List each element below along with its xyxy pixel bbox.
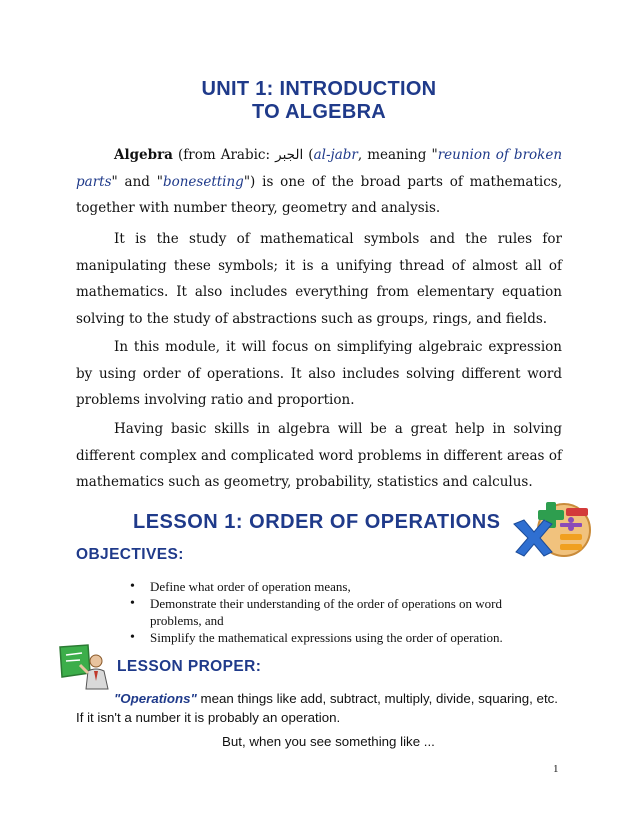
math-operations-icon (508, 494, 594, 562)
operations-paragraph: "Operations" mean things like add, subtract, multiply, divide, squaring, etc. If it isn't a number it is probably an operation. (76, 691, 558, 725)
unit-title-line-1: UNIT 1: INTRODUCTION (201, 78, 437, 100)
al-jabr: al-jabr (313, 147, 358, 163)
bonesetting-phrase: bonesetting (162, 173, 244, 190)
intro-paragraph: Algebra (from Arabic: الجبر (al-jabr, meaning "reunion of broken parts" and "bonesetting") is one of the broad parts of mathematics, together with number theory, geometry and analysis. (76, 147, 563, 216)
objective-item: • Define what order of operation means, (130, 578, 550, 595)
objective-item: • Simplify the mathematical expressions using the order of operation. (130, 629, 550, 646)
reunion-phrase: reunion of broken parts (76, 147, 563, 190)
lesson-proper-heading: LESSON PROPER: (117, 658, 262, 675)
but-text: But, when you see something like ... (222, 734, 435, 749)
objective-item: • Demonstrate their understanding of the order of operations on word problems, and (130, 595, 550, 629)
skills-paragraph: Having basic skills in algebra will be a great help in solving different complex and complicated word problems in different areas of mathematics such as geometry, probability, statistics and calculus. (76, 421, 562, 490)
objectives-list (130, 578, 550, 646)
page-number: 1 (553, 763, 559, 775)
algebra-term: Algebra (114, 147, 173, 163)
teacher-board-icon (58, 643, 114, 691)
study-paragraph: It is the study of mathematical symbols and the rules for manipulating these symbols; it is a unifying thread of almost all of mathematics. It also includes everything from elementary equation solving to the study of abstractions such as groups, rings, and fields. (76, 231, 562, 327)
module-paragraph: In this module, it will focus on simplifying algebraic expression by using order of operations. It also includes solving different word problems involving ratio and proportion. (76, 339, 562, 408)
lesson-title: LESSON 1: ORDER OF OPERATIONS (133, 511, 501, 533)
arabic-word: الجبر (275, 147, 304, 163)
objectives-heading: OBJECTIVES: (76, 546, 184, 563)
operations-term: "Operations" (114, 691, 197, 706)
unit-title-line-2: TO ALGEBRA (251, 101, 387, 123)
